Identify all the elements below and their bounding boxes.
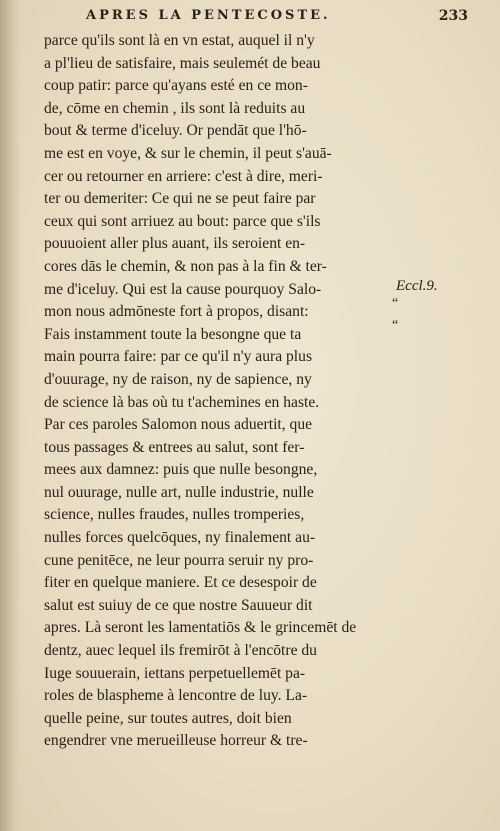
text-line: d'ouurage, ny de raison, ny de sapience, ny — [44, 370, 312, 388]
text-line: tous passages & entrees au salut, sont fer- — [44, 438, 305, 456]
text-line: Fais instamment toute la besongne que ta — [44, 325, 302, 343]
text-line: mees aux damnez: puis que nulle besongne, — [44, 461, 318, 479]
text-line: quelle peine, sur toutes autres, doit bien — [44, 709, 292, 727]
text-line: me d'iceluy. Qui est la cause pourquoy Salo- — [44, 280, 322, 298]
margin-quote-mark: “ — [392, 296, 399, 311]
text-line-italic: apres. Là seront les lamentatiōs & le grincemēt de — [44, 619, 357, 637]
text-line: coup patir: parce qu'ayans esté en ce mon- — [44, 77, 308, 95]
text-line: a pl'lieu de satisfaire, mais seulemét de beau — [44, 54, 321, 72]
page-number: 233 — [438, 8, 468, 24]
text-line: parce qu'ils sont là en vn estat, auquel il n'y — [44, 32, 315, 49]
text-line: salut est suiuy de ce que nostre Sauueur dit — [44, 596, 313, 614]
text-line: engendrer vne merueilleuse horreur & tre- — [44, 732, 308, 750]
text-line: nul ouurage, nulle art, nulle industrie, nulle — [44, 483, 314, 501]
text-line: ceux qui sont arriuez au bout: parce que s'ils — [44, 212, 321, 230]
text-line: pouuoient aller plus auant, ils seroient en- — [44, 235, 306, 253]
text-line: bout & terme d'iceluy. Or pendāt que l'hō- — [44, 122, 307, 140]
text-line: fiter en quelque maniere. Et ce desespoir de — [44, 574, 317, 592]
text-line: mon nous admōneste fort à propos, disant: — [44, 303, 309, 321]
text-line: de, cōme en chemin , ils sont là reduits au — [44, 99, 306, 117]
text-line: me est en voye, & sur le chemin, il peut s'auā- — [44, 144, 332, 162]
text-line: Iuge souuerain, iettans perpetuellemēt pa- — [44, 664, 306, 682]
text-line: cune penitēce, ne leur pourra seruir ny pro- — [44, 551, 314, 569]
page-gutter-shadow — [0, 0, 22, 831]
margin-quote-mark: “ — [392, 318, 399, 333]
text-line: dentz, auec lequel ils fremirōt à l'encōtre du — [44, 642, 317, 660]
text-line: ter ou demeriter: Ce qui ne se peut faire par — [44, 190, 316, 208]
running-title: APRES LA PENTECOSTE. — [86, 8, 331, 23]
text-line: Par ces paroles Salomon nous aduertit, que — [44, 416, 313, 434]
text-line: cer ou retourner en arriere: c'est à dire, meri- — [44, 167, 323, 185]
text-line: science, nulles fraudes, nulles tromperies, — [44, 506, 305, 524]
text-line: roles de blaspheme à lencontre de luy. La- — [44, 687, 308, 705]
text-line: main pourra faire: par ce qu'il n'y aura plus — [44, 348, 313, 366]
text-line: nulles forces quelcōques, ny finalement au- — [44, 529, 316, 547]
margin-reference: Eccl.9. — [396, 278, 438, 294]
body-text — [44, 30, 386, 753]
text-line: cores dās le chemin, & non pas à la fin & ter- — [44, 257, 327, 275]
text-line: de science là bas où tu t'achemines en haste. — [44, 393, 320, 411]
